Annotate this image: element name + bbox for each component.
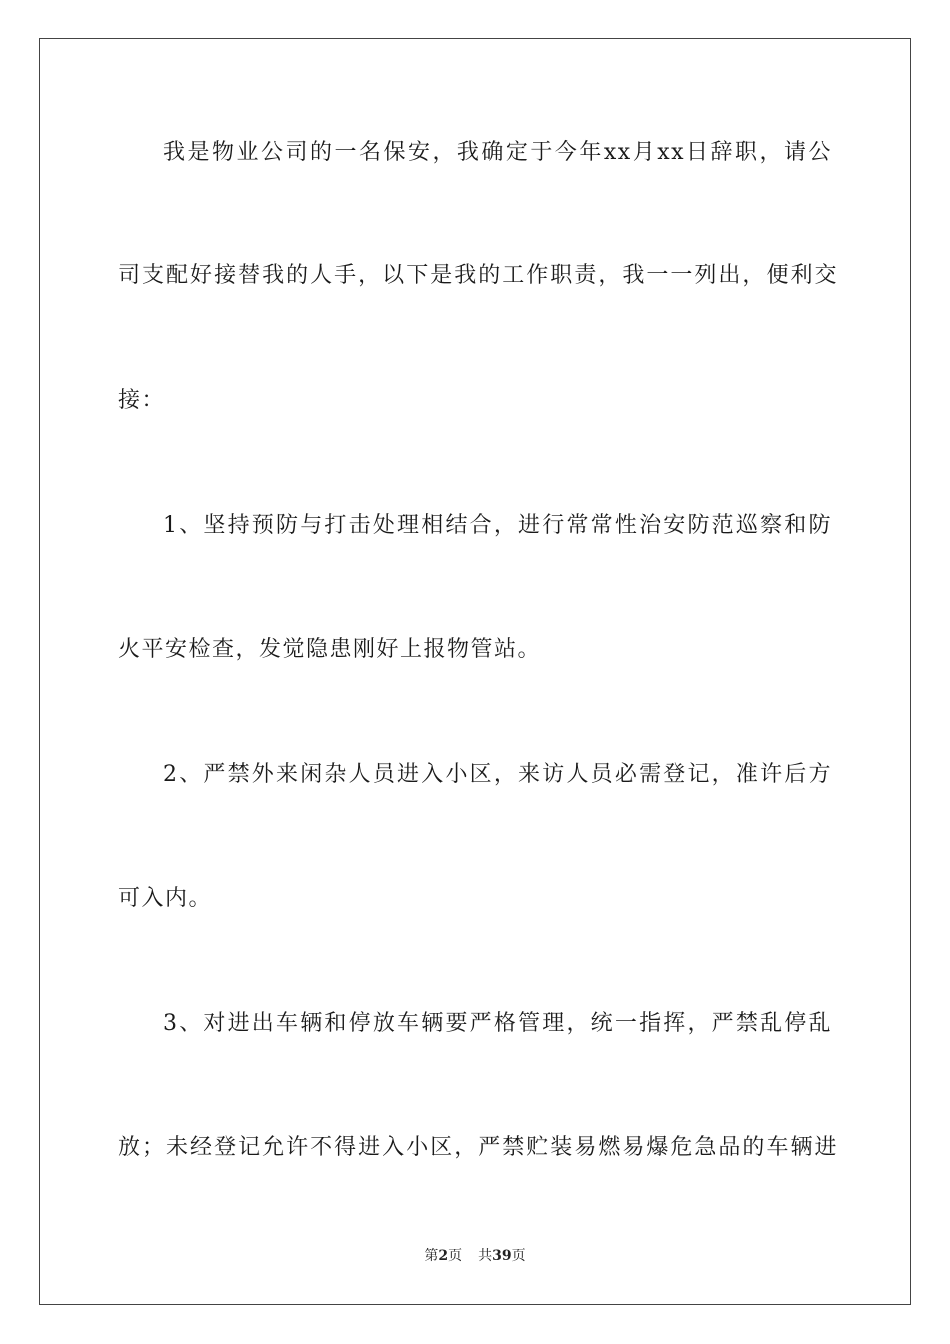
paragraph-line: 可入内。 <box>118 886 213 911</box>
paragraph-line: 我是物业公司的一名保安，我确定于今年xx月xx日辞职，请公 <box>163 140 832 165</box>
total-prefix: 共 <box>478 1248 493 1264</box>
page-prefix: 第 <box>424 1248 439 1264</box>
paragraph-line: 接： <box>118 388 166 413</box>
paragraph-line: 火平安检查，发觉隐患刚好上报物管站。 <box>118 637 542 662</box>
paragraph-line: 3、对进出车辆和停放车辆要严格管理，统一指挥，严禁乱停乱 <box>163 1011 832 1036</box>
paragraph-line: 1、坚持预防与打击处理相结合，进行常常性治安防范巡察和防 <box>163 513 832 538</box>
page-footer <box>0 1246 950 1266</box>
paragraph-line: 2、严禁外来闲杂人员进入小区，来访人员必需登记，准许后方 <box>163 762 832 787</box>
total-pages: 39 <box>492 1248 512 1264</box>
paragraph-line: 司支配好接替我的人手，以下是我的工作职责，我一一列出，便利交 <box>118 263 838 288</box>
page-suffix: 页 <box>448 1248 463 1264</box>
page-number: 2 <box>438 1248 449 1264</box>
total-suffix: 页 <box>511 1248 526 1264</box>
paragraph-line: 放；未经登记允许不得进入小区，严禁贮装易燃易爆危急品的车辆进 <box>118 1135 838 1160</box>
page-border <box>39 38 911 1305</box>
